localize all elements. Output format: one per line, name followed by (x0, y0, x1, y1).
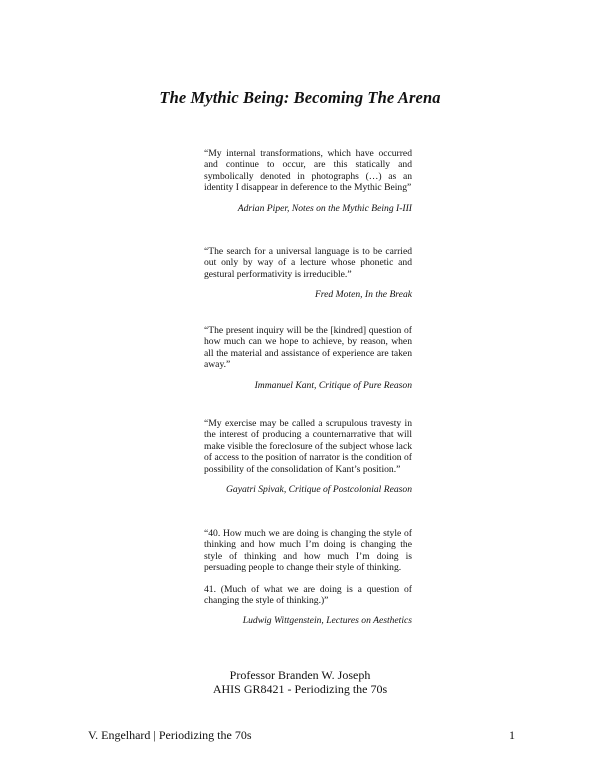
epigraph-attribution: Adrian Piper, Notes on the Mythic Being I-III (237, 202, 412, 214)
professor-name: Professor Branden W. Joseph (229, 668, 371, 682)
course-title: AHIS GR8421 - Periodizing the 70s (212, 682, 388, 696)
epigraph-wittgenstein (204, 528, 412, 626)
epigraph-spivak (204, 418, 412, 495)
page-title: The Mythic Being: Becoming The Arena (159, 88, 441, 107)
epigraph-attribution: Fred Moten, In the Break (314, 289, 412, 301)
epigraph-quote: “My internal transformations, which have occurred and continue to occur, are this statically and symbolically denoted in photographs (…) as an identity I disappear in deference to the Mythic Being” (204, 148, 412, 194)
epigraph-quote: “My exercise may be called a scrupulous travesty in the interest of producing a counternarrative that will make visible the foreclosure of the subject whose lack of access to the position of narrator is the condition of possibility of the consolidation of Kant’s position.” (204, 418, 412, 475)
epigraph-attribution: Immanuel Kant, Critique of Pure Reason (254, 379, 412, 391)
epigraph-attribution: Ludwig Wittgenstein, Lectures on Aesthetics (242, 615, 412, 627)
epigraph-piper (204, 148, 412, 214)
epigraph-quote: “40. How much we are doing is changing the style of thinking and how much I’m doing is changing the style of thinking and how much I’m doing is persuading people to change their style of thinking. (204, 528, 412, 574)
epigraph-kant (204, 325, 412, 391)
course-info (0, 668, 600, 696)
page-number: 1 (509, 728, 515, 742)
running-head: V. Engelhard | Periodizing the 70s (88, 728, 252, 742)
epigraph-moten (204, 246, 412, 300)
epigraph-attribution: Gayatri Spivak, Critique of Postcolonial Reason (226, 484, 412, 496)
epigraph-quote-continued: 41. (Much of what we are doing is a question of changing the style of thinking.)” (204, 583, 412, 607)
epigraph-quote: “The search for a universal language is to be carried out only by way of a lecture whose phonetic and gestural performativity is irreducible.” (204, 246, 412, 280)
epigraph-quote: “The present inquiry will be the [kindred] question of how much can we hope to achieve, by reason, when all the material and assistance of experience are taken away.” (204, 325, 412, 371)
